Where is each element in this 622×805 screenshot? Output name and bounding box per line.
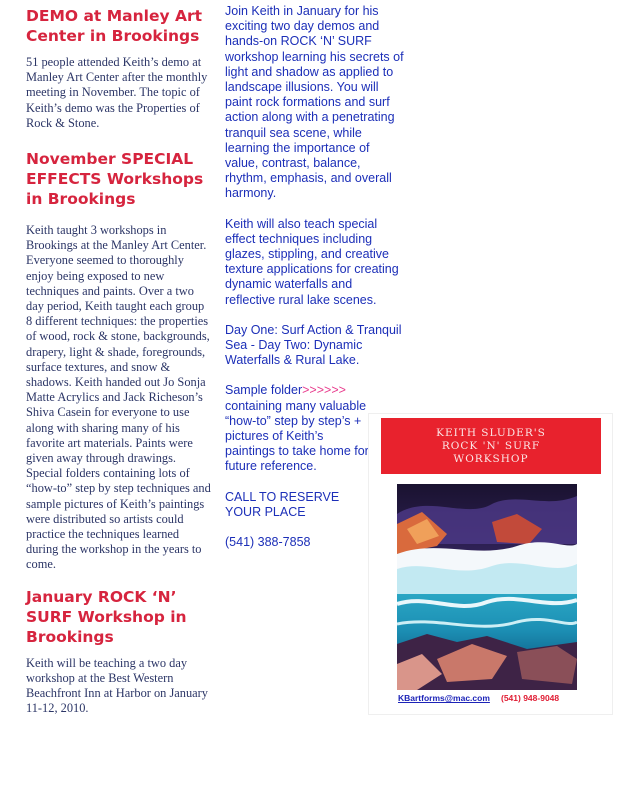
flyer-title-line-2: ROCK 'N' SURF bbox=[441, 439, 541, 452]
rock-and-surf-painting bbox=[397, 484, 577, 690]
workshop-flyer bbox=[369, 414, 612, 714]
flyer-title-line-3: WORKSHOP bbox=[453, 452, 529, 465]
sample-folder-paragraph bbox=[225, 383, 375, 474]
workshop-intro-paragraph: Join Keith in January for his exciting two day demos and hands-on ROCK ‘N’ SURF workshop learning his secrets of light and shadow as applied to landscape illusions. You will paint rock formations and surf action along with a penetrating tranquil sea scene, while learning the importance of value, contrast, balance, rhythm, emphasis, and overall harmony. bbox=[225, 4, 404, 201]
call-to-reserve: CALL TO RESERVE YOUR PLACE bbox=[225, 489, 340, 519]
flyer-footer bbox=[369, 693, 612, 707]
flyer-email-link[interactable]: KBartforms@mac.com bbox=[398, 693, 490, 703]
flyer-title-line-1: KEITH SLUDER'S bbox=[436, 426, 546, 439]
section-body-january: Keith will be teaching a two day workshop at the Best Western Beachfront Inn at Harbor on January 11-12, 2010. bbox=[26, 655, 209, 716]
section-body-november: Keith taught 3 workshops in Brookings at the Manley Art Center. Everyone seemed to thoroughly enjoy being exposed to new techniques and paints. Over a two day period, Keith taught each group 8 different techniques: the properties of wood, rock & stone, backgrounds, drapery, light & shade, foregrounds, surface textures, and snow & shadows. Keith handed out Jo Sonja Matte Acrylics and Jack Richeson’s Shiva Casein for everyone to use along with sharing many of his favorite art materials. Paints were given away through drawings. Special folders containing lots of “how-to” step by step techniques and sample pictures of Keith’s paintings were distributed so artists could practice the techniques learned during the workshop in the years to come. bbox=[26, 223, 211, 572]
left-column bbox=[26, 6, 212, 717]
arrows-pointer: >>>>>> bbox=[302, 383, 346, 398]
schedule-paragraph: Day One: Surf Action & Tranquil Sea - Day Two: Dynamic Waterfalls & Rural Lake. bbox=[225, 322, 402, 368]
section-heading-demo: DEMO at Manley Art Center in Brookings bbox=[26, 7, 203, 45]
section-body-demo: 51 people attended Keith’s demo at Manley Art Center after the monthly meeting in November. The topic of Keith’s demo was the Properties of Rock & Stone. bbox=[26, 55, 208, 130]
contact-phone: (541) 388-7858 bbox=[225, 535, 311, 550]
special-effects-paragraph: Keith will also teach special effect techniques including glazes, stippling, and creative texture applications for creating dynamic waterfalls and reflective rural lake scenes. bbox=[225, 216, 399, 307]
flyer-phone: (541) 948-9048 bbox=[501, 693, 560, 703]
section-heading-january: January ROCK ‘N’ SURF Workshop in Brookings bbox=[26, 587, 187, 646]
sample-folder-label: Sample folder bbox=[225, 383, 303, 398]
flyer-title-banner bbox=[381, 418, 601, 474]
section-heading-november: November SPECIAL EFFECTS Workshops in Brookings bbox=[26, 150, 204, 209]
sample-folder-description: containing many valuable “how-to” step by step’s + pictures of Keith’s paintings to take home for future reference. bbox=[225, 398, 369, 474]
